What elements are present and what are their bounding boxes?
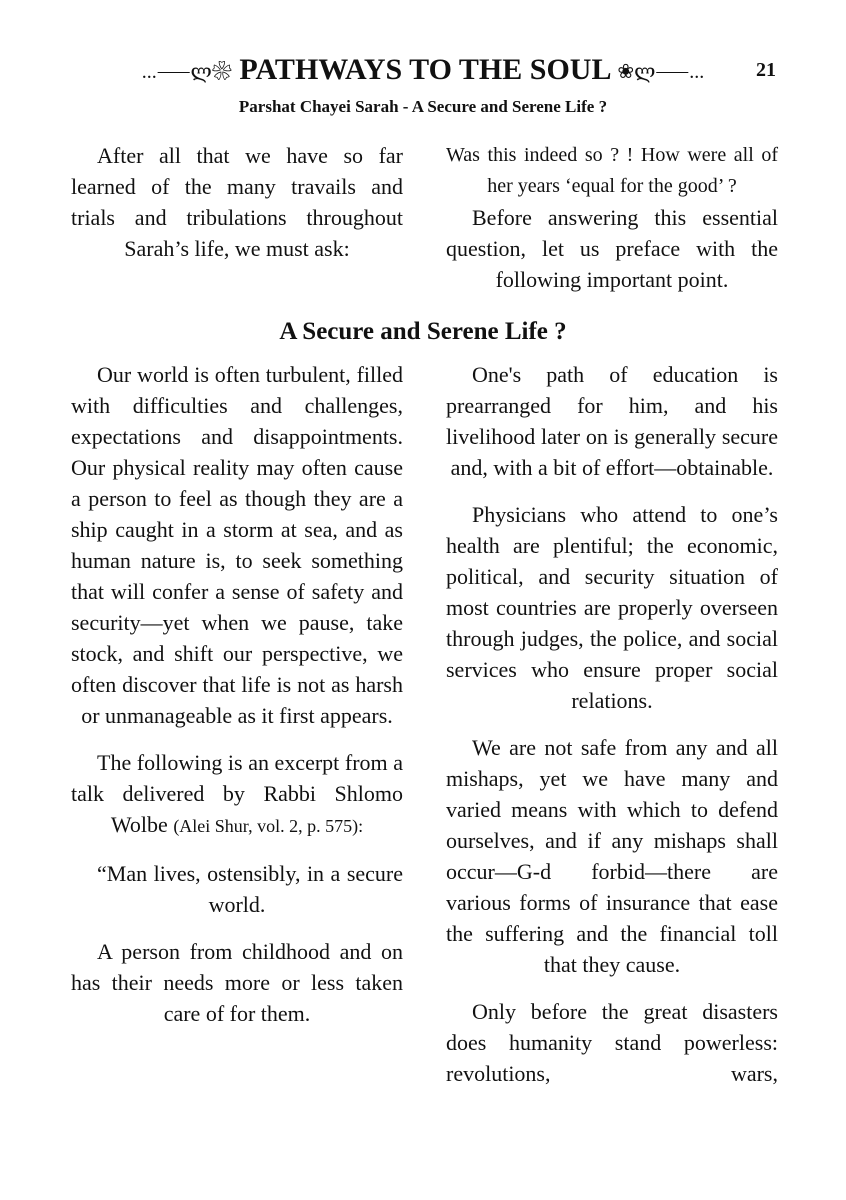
section-heading: A Secure and Serene Life ?	[279, 318, 567, 345]
paragraph: We are not safe from any and all mishaps, yet we have many and varied means with which to defend ourselves, and if any mishaps shall occur—G-d forbid—there are various forms of insurance that ease the suffering and the financial toll that they cause.	[446, 735, 778, 977]
paragraph: Was this indeed so ? ! How were all of her years ‘equal for the good’ ?	[446, 144, 778, 197]
paragraph: One's path of education is prearranged for him, and his livelihood later on is generally secure and, with a bit of effort—obtainable.	[446, 362, 778, 480]
intro-left-column	[71, 140, 403, 311]
intro-right-column	[446, 140, 778, 311]
paragraph: After all that we have so far learned of the many travails and trials and tribulations throughout Sarah’s life, we must ask:	[71, 143, 403, 261]
ornament-right-icon: ❀ლ⸺...	[617, 61, 705, 84]
paragraph: “Man lives, ostensibly, in a secure world.	[97, 861, 403, 917]
intro-columns	[0, 140, 846, 311]
running-header	[0, 50, 846, 92]
citation: (Alei Shur, vol. 2, p. 575):	[173, 816, 364, 836]
paragraph: Our world is often turbulent, filled with difficulties and challenges, expectations and disappointments. Our physical reality may often cause a person to feel as though they are a ship caught in a storm at sea, and as human nature is, to seek something that will confer a sense of safety and security—yet when we pause, take stock, and shift our perspective, we often discover that life is not as harsh or unmanageable as it first appears.	[71, 362, 403, 728]
chapter-subtitle: Parshat Chayei Sarah - A Secure and Serene Life ?	[238, 97, 608, 116]
paragraph-text: The following is an excerpt from a talk delivered by Rabbi Shlomo Wolbe	[71, 750, 403, 837]
paragraph: Only before the great disasters does humanity stand powerless: revolutions, wars,	[446, 999, 778, 1086]
page-number: 21	[756, 59, 776, 81]
paragraph: Physicians who attend to one’s health are plentiful; the economic, political, and security situation of most countries are properly overseen through judges, the police, and social services who ensure proper social relations.	[446, 502, 778, 713]
body-left-column	[71, 359, 403, 1105]
ornament-left-icon: ...⸺ლ❀	[141, 61, 232, 84]
paragraph: A person from childhood and on has their needs more or less taken care of for them.	[71, 939, 403, 1026]
body-right-column	[446, 359, 778, 1105]
paragraph	[71, 747, 403, 842]
body-columns	[0, 359, 846, 1105]
paragraph: Before answering this essential question, let us preface with the following important point.	[446, 205, 778, 292]
running-header-row	[0, 50, 846, 90]
book-title: PATHWAYS TO THE SOUL	[239, 53, 610, 86]
